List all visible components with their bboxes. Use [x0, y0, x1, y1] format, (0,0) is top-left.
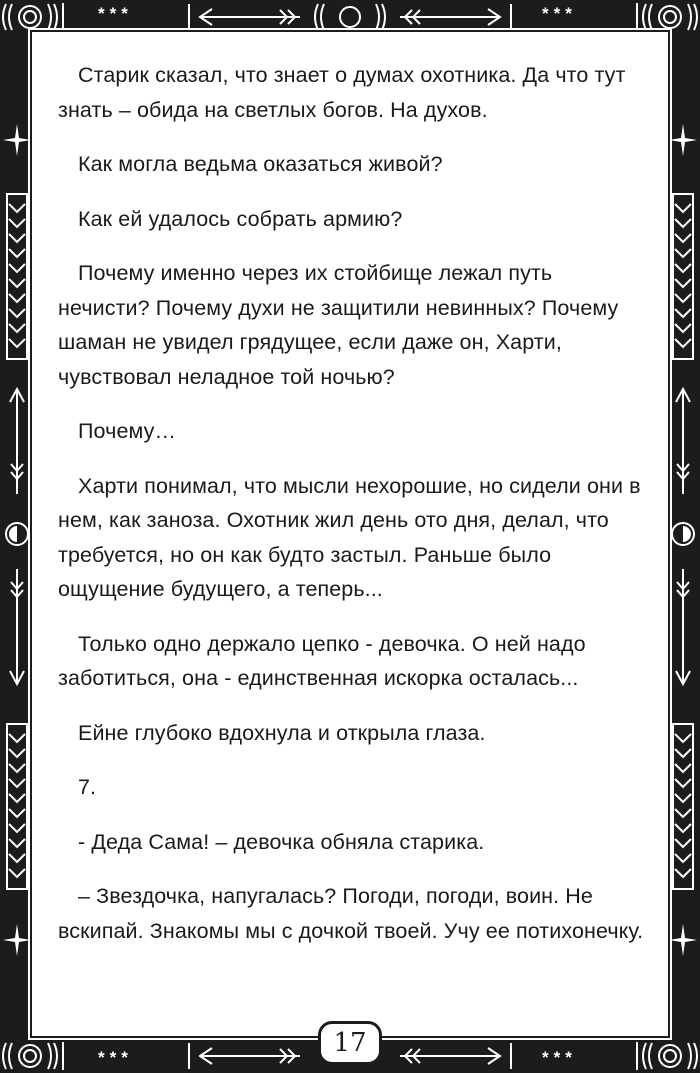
paragraph: Как ей удалось собрать армию? [78, 206, 403, 231]
page-number: 17 [318, 1021, 382, 1065]
star-group-bottom-left: *** [98, 1048, 133, 1067]
paragraph: Старик сказал, что знает о думах охотника. Да что тут знать – обида на светлых богов. На духов. [58, 63, 626, 122]
paragraph: Почему… [78, 419, 177, 443]
star-group-top-left: *** [98, 4, 133, 23]
star-group-top-right: *** [542, 4, 577, 23]
chapter-number: 7. [78, 775, 97, 799]
paragraph: Харти понимал, что мысли нехорошие, но сидели они в нем, как заноза. Охотник жил день ото дня, делал, что требуется, но он как будто застыл. Раньше было ощущение будущего, а теперь... [58, 473, 641, 601]
paragraph: Ейне глубоко вдохнула и открыла глаза. [78, 720, 486, 745]
paragraph: Как могла ведьма оказаться живой? [78, 152, 443, 176]
paragraph: – Звездочка, напугалась? Погоди, погоди, воин. Не вскипай. Знакомы мы с дочкой твоей. Учу ее потихонечку. [58, 884, 644, 943]
paragraph: - Деда Сама! – девочка обняла старика. [78, 829, 485, 854]
left-ornament-column [0, 34, 34, 1039]
star-group-bottom-right: *** [542, 1048, 577, 1067]
paragraph: Только одно держало цепко - девочка. О ней надо заботиться, она - единственная искорка осталась... [58, 631, 586, 690]
right-ornament-column [666, 34, 700, 1039]
body-text [58, 58, 648, 968]
paragraph: Почему именно через их стойбище лежал путь нечисти? Почему духи не защитили невинных? Почему шаман не увидел грядущее, если даже он, Харти, чувствовал неладное той ночью? [58, 261, 619, 389]
